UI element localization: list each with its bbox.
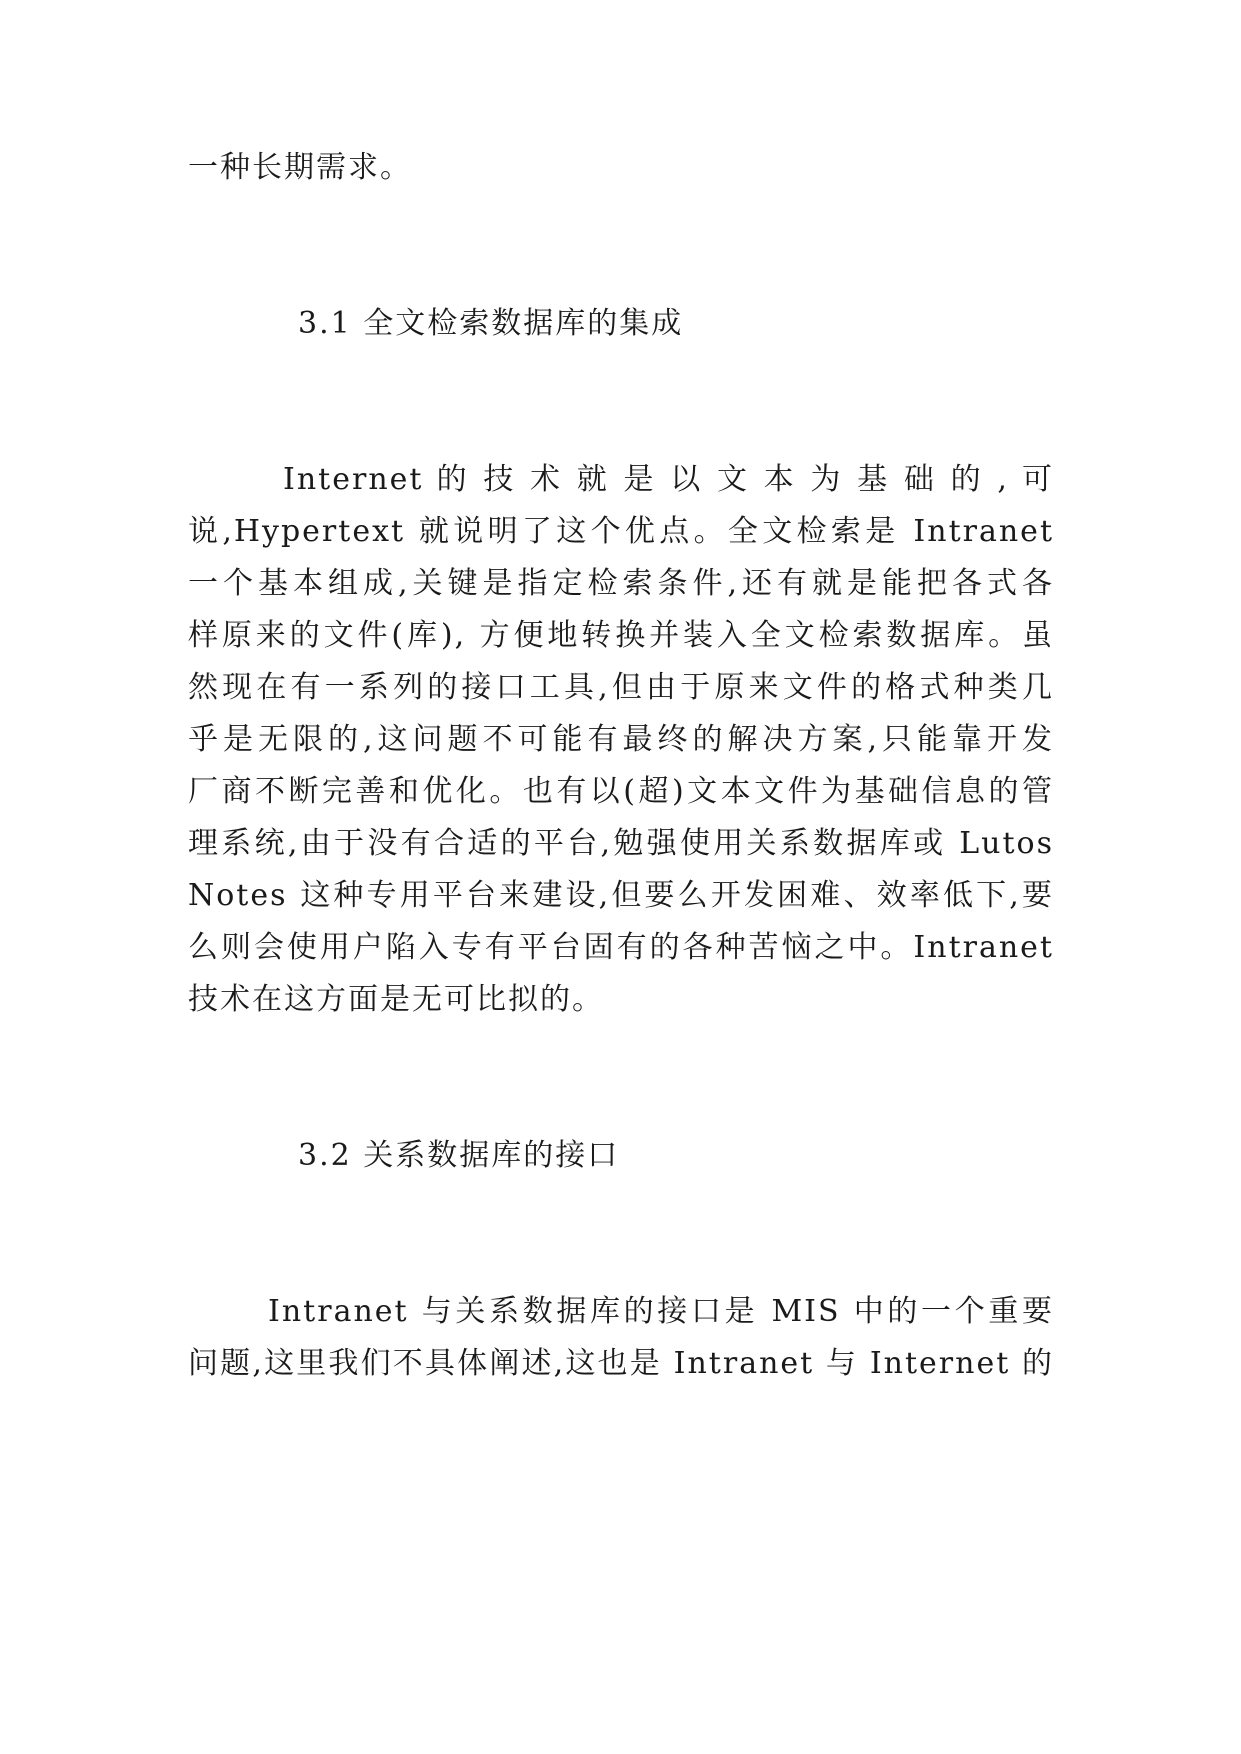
paragraph-line: 然现在有一系列的接口工具,但由于原来文件的格式种类几 xyxy=(188,670,1054,705)
paragraph-line: Notes 这种专用平台来建设,但要么开发困难、效率低下,要 xyxy=(188,878,1054,913)
paragraph-line: 问题,这里我们不具体阐述,这也是 Intranet 与 Internet 的 xyxy=(188,1346,1054,1381)
paragraph-line: 说,Hypertext 就说明了这个优点。全文检索是 Intranet xyxy=(188,514,1054,549)
paragraph-line: 样原来的文件(库), 方便地转换并装入全文检索数据库。虽 xyxy=(188,618,1054,653)
opening-line: 一种长期需求。 xyxy=(188,150,412,185)
paragraph-line: 理系统,由于没有合适的平台,勉强使用关系数据库或 Lutos xyxy=(188,826,1054,861)
paragraph-line: 么则会使用户陷入专有平台固有的各种苦恼之中。Intranet xyxy=(188,930,1054,965)
paragraph-line: 一个基本组成,关键是指定检索条件,还有就是能把各式各 xyxy=(188,566,1054,601)
paragraph-line: 乎是无限的,这问题不可能有最终的解决方案,只能靠开发 xyxy=(188,722,1054,757)
paragraph-line: Internet 的 技 术 就 是 以 文 本 为 基 础 的 , 可 xyxy=(283,462,1054,497)
paragraph-line: 厂商不断完善和优化。也有以(超)文本文件为基础信息的管 xyxy=(188,774,1054,809)
paragraph-line: Intranet 与关系数据库的接口是 MIS 中的一个重要 xyxy=(268,1294,1054,1329)
paragraph-line: 技术在这方面是无可比拟的。 xyxy=(188,982,604,1017)
section-heading-3-1: 3.1 全文检索数据库的集成 xyxy=(298,306,684,341)
section-heading-3-2: 3.2 关系数据库的接口 xyxy=(298,1138,620,1173)
